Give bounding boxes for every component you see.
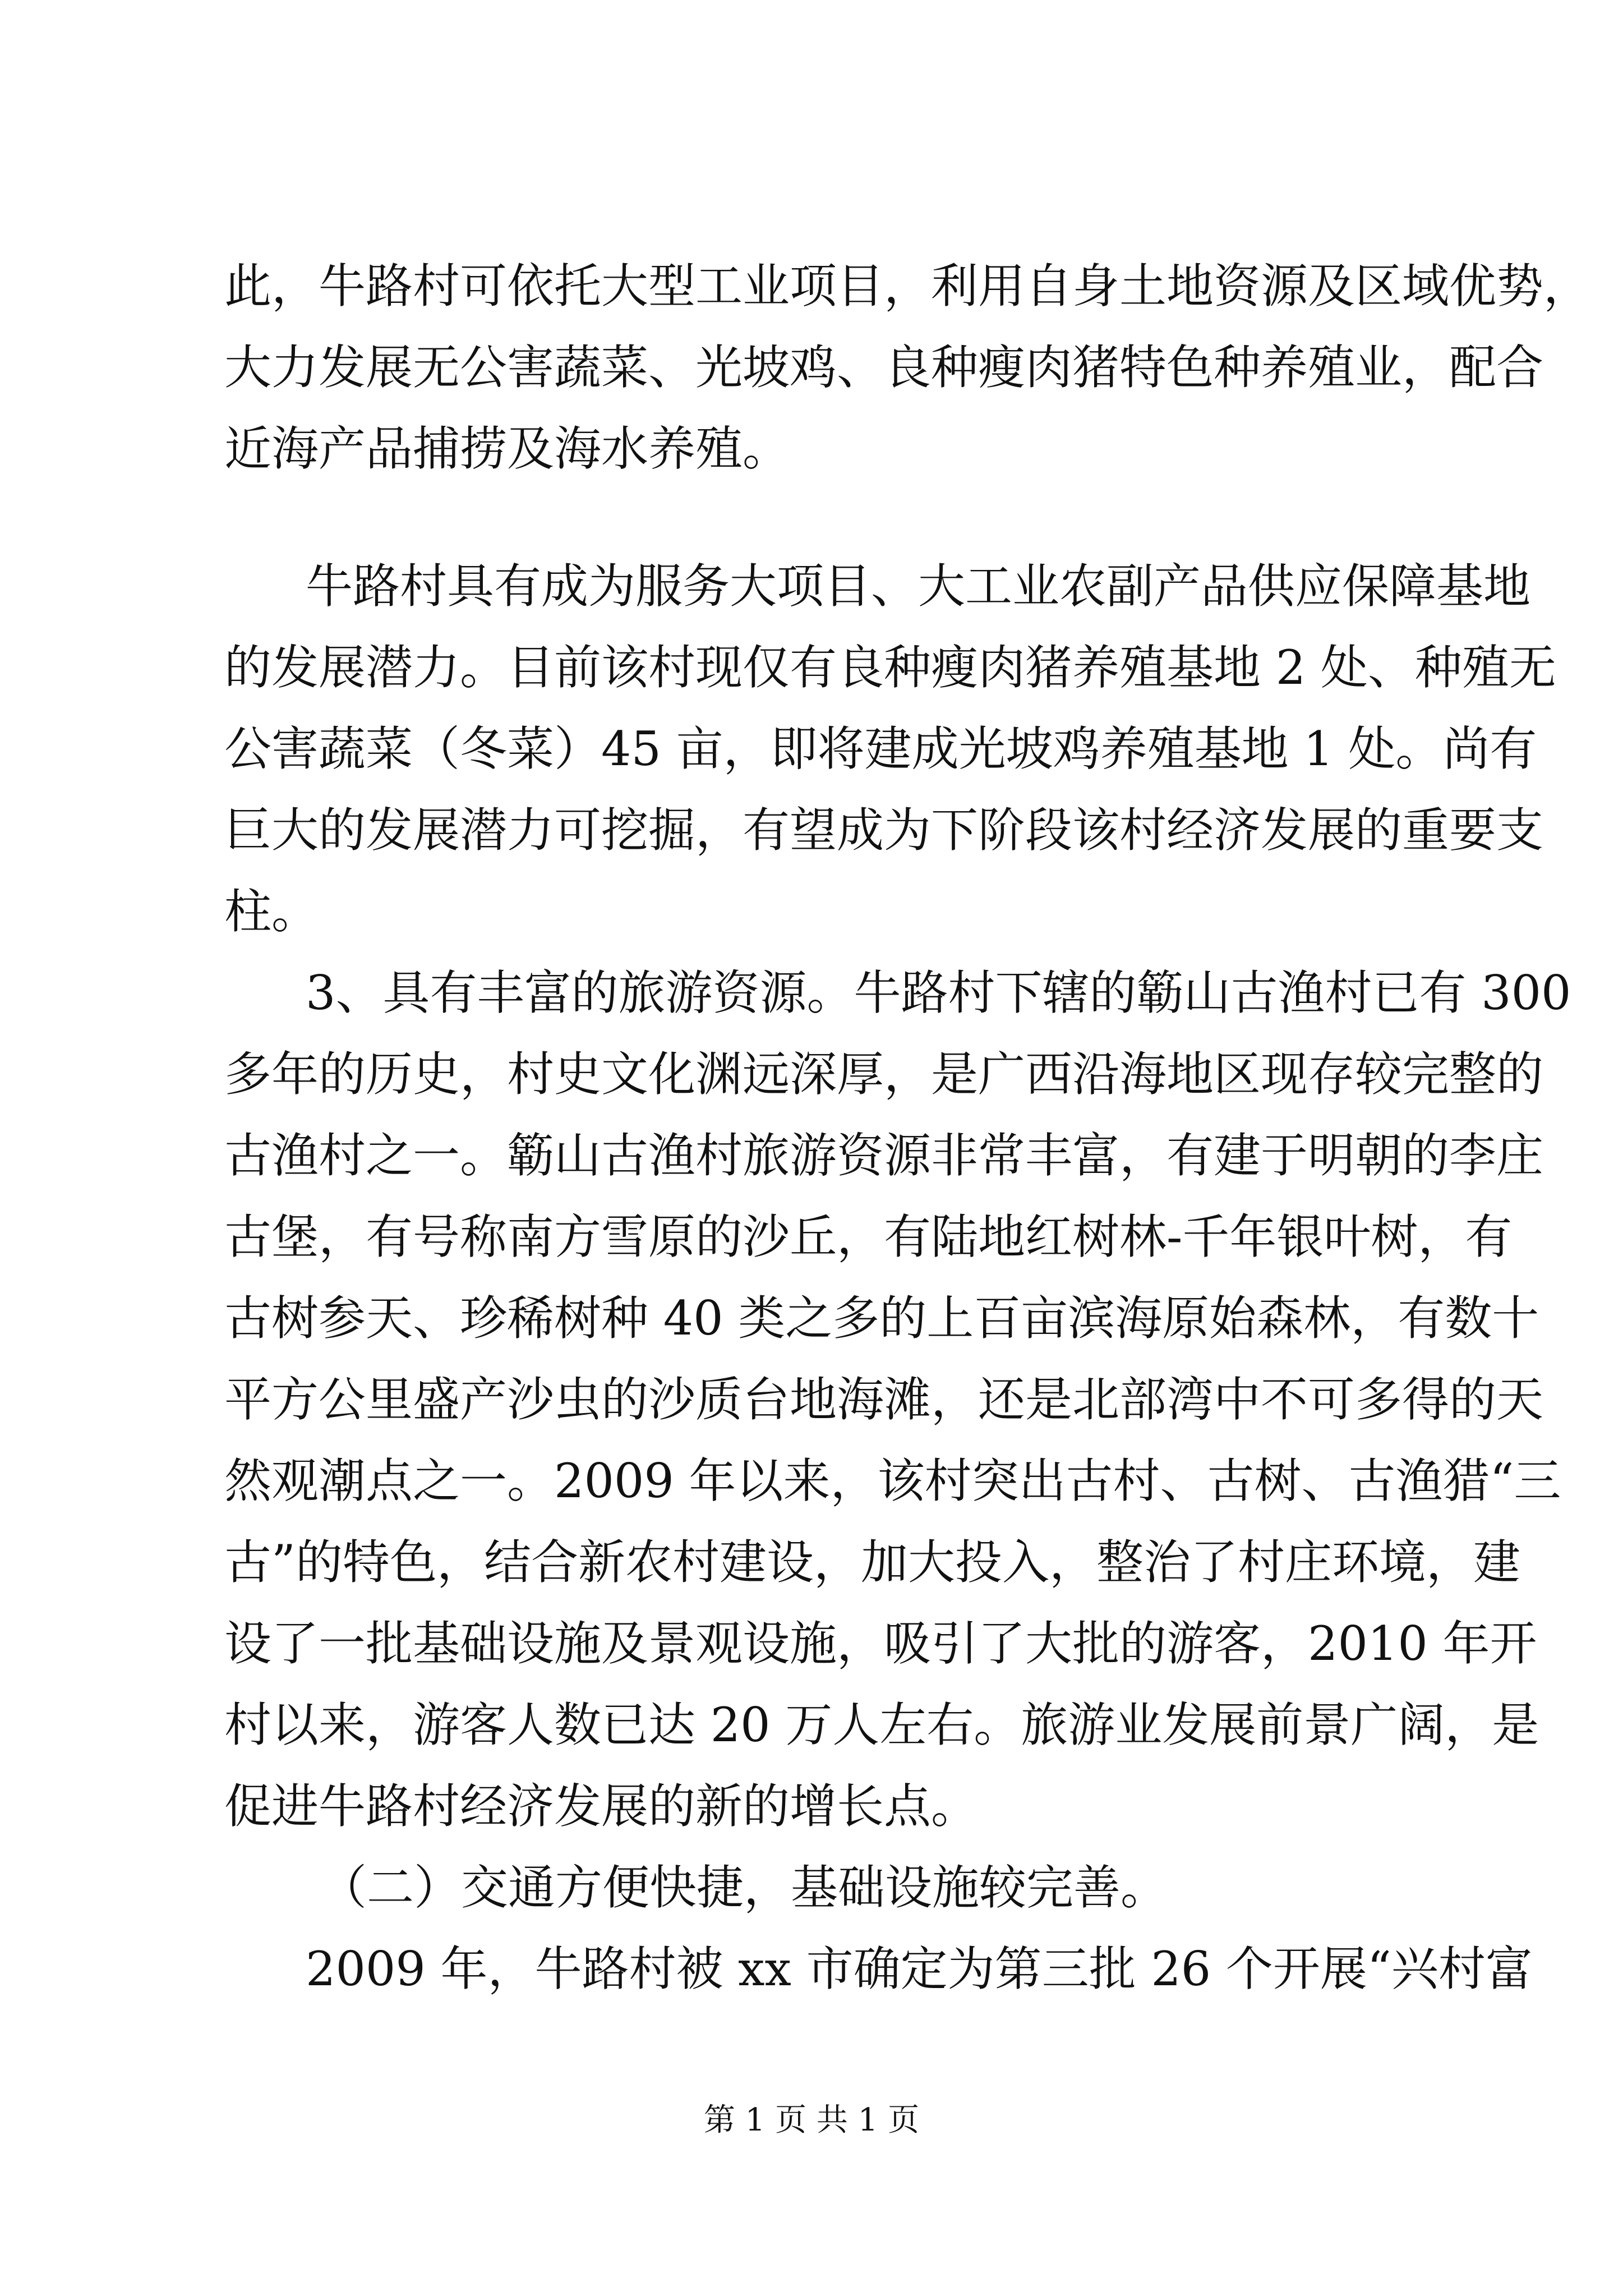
text-line-5: 的发展潜力。目前该村现仅有良种瘦肉猪养殖基地 2 处、种殖无	[224, 640, 1556, 695]
text-line-14: 平方公里盛产沙虫的沙质台地海滩，还是北部湾中不可多得的天	[224, 1372, 1544, 1427]
text-line-10: 多年的历史，村史文化渊远深厚，是广西沿海地区现存较完整的	[224, 1047, 1544, 1102]
text-line-21: 2009 年，牛路村被 xx 市确定为第三批 26 个开展“兴村富	[306, 1941, 1533, 1996]
text-line-13: 古树参天、珍稀树种 40 类之多的上百亩滨海原始森林，有数十	[224, 1291, 1539, 1346]
page-footer: 第 1 页 共 1 页	[703, 2102, 920, 2138]
text-line-8: 柱。	[224, 884, 319, 939]
text-line-15: 然观潮点之一。2009 年以来，该村突出古村、古树、古渔猎“三	[224, 1453, 1561, 1508]
section-heading: （二）交通方便快捷，基础设施较完善。	[320, 1860, 1168, 1915]
text-line-9: 3、具有丰富的旅游资源。牛路村下辖的簕山古渔村已有 300	[306, 965, 1571, 1020]
text-line-2: 大力发展无公害蔬菜、光坡鸡、良种瘦肉猪特色种养殖业，配合	[224, 340, 1544, 395]
text-line-19: 促进牛路村经济发展的新的增长点。	[224, 1779, 979, 1834]
text-line-4: 牛路村具有成为服务大项目、大工业农副产品供应保障基地	[306, 559, 1531, 614]
text-line-11: 古渔村之一。簕山古渔村旅游资源非常丰富，有建于明朝的李庄	[224, 1128, 1544, 1183]
text-line-16: 古”的特色，结合新农村建设，加大投入，整治了村庄环境，建	[224, 1535, 1520, 1590]
text-line-7: 巨大的发展潜力可挖掘，有望成为下阶段该村经济发展的重要支	[224, 803, 1544, 858]
text-line-1: 此，牛路村可依托大型工业项目，利用自身土地资源及区域优势，	[224, 259, 1591, 314]
text-line-18: 村以来，游客人数已达 20 万人左右。旅游业发展前景广阔，是	[224, 1697, 1539, 1752]
text-line-3: 近海产品捕捞及海水养殖。	[224, 421, 790, 476]
text-line-12: 古堡，有号称南方雪原的沙丘，有陆地红树林-千年银叶树，有	[224, 1209, 1513, 1264]
text-line-6: 公害蔬菜（冬菜）45 亩，即将建成光坡鸡养殖基地 1 处。尚有	[224, 721, 1537, 776]
text-line-17: 设了一批基础设施及景观设施，吸引了大批的游客，2010 年开	[224, 1616, 1537, 1671]
